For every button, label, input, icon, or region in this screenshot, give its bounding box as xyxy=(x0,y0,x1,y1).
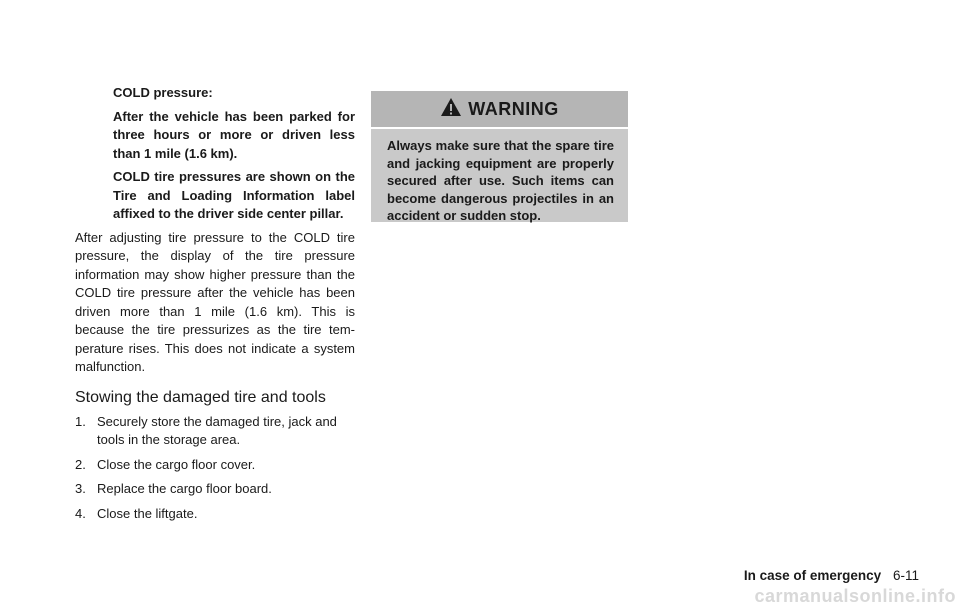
left-column xyxy=(75,84,355,529)
list-item: 3. Replace the cargo floor board. xyxy=(75,481,272,496)
list-item: 2. Close the cargo floor cover. xyxy=(75,456,256,472)
warning-text: Always make sure that the spare tire and jacking equipment are properly secured after use. Such items can become dangerous projectiles in an accident or sudden stop. xyxy=(387,138,614,223)
cold-pressure-block xyxy=(75,84,355,224)
warning-triangle-icon xyxy=(440,97,462,122)
page-footer xyxy=(744,568,919,583)
cold-pressure-label-location: COLD tire pressures are shown on the Tire and Loading Information label affixed to the driver side center pillar. xyxy=(113,169,355,221)
page-number: 6-11 xyxy=(892,568,919,583)
list-item: 1. Securely store the damaged tire, jack and tools in the storage area. xyxy=(75,413,337,447)
section-heading: Stowing the damaged tire and tools xyxy=(75,388,326,406)
watermark: carmanualsonline.info xyxy=(754,586,956,606)
warning-box xyxy=(371,91,628,222)
cold-pressure-label: COLD pressure: xyxy=(113,85,213,100)
list-item: 4. Close the liftgate. xyxy=(75,505,198,521)
warning-title: WARNING xyxy=(468,98,559,119)
cold-pressure-definition: After the vehicle has been parked for three hours or more or driven less than 1 mile (1.6 km). xyxy=(113,108,355,161)
footer-section-title: In case of emergency xyxy=(743,568,882,583)
steps-list xyxy=(75,413,355,524)
warning-header xyxy=(371,91,628,129)
tire-pressure-note: After adjusting tire pressure to the COLD tire pressure, the display of the tire pressure information may show higher pressure than the COLD tire pressure after the vehicle has been driven more than 1 mile (1.6 km). This is because the tire pressurizes as the tire tem- perature rises. This does not indicate a system malfunction. xyxy=(75,229,355,374)
